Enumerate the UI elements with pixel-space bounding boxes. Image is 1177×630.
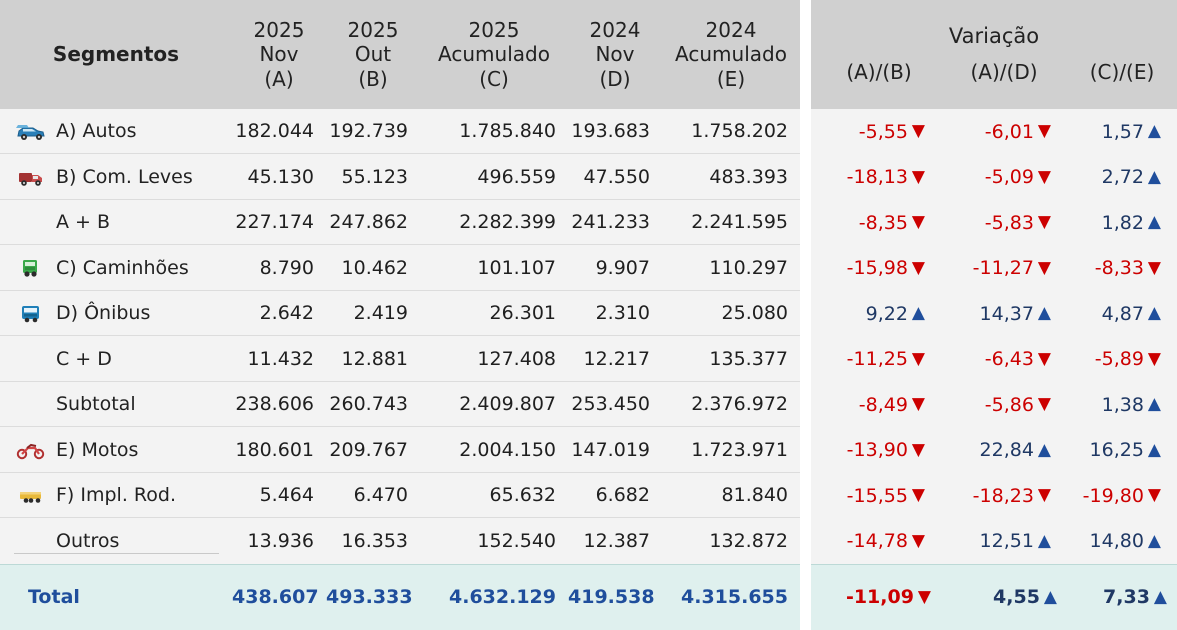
table-row: [0, 200, 800, 246]
cell-value: 8.790: [259, 256, 314, 279]
cell-value: 2.241.595: [691, 211, 788, 234]
variation-text: 1,82: [1101, 211, 1144, 234]
variation-value: [935, 303, 1061, 325]
total-row: [0, 564, 800, 630]
arrow-down-icon: ▼: [1037, 485, 1051, 506]
cell-value: 1.723.971: [691, 438, 788, 461]
cell-value: 12.387: [583, 530, 650, 553]
variation-value: [1061, 348, 1171, 370]
total-value: 4.315.655: [681, 586, 788, 609]
cell-value: 65.632: [489, 484, 556, 507]
variation-text: -11,09: [845, 586, 914, 609]
header-col-2025-out: [326, 0, 420, 109]
variation-body: [811, 109, 1177, 564]
bus-icon: [14, 300, 48, 326]
variation-value: [811, 394, 935, 416]
cell-value: 101.107: [477, 256, 556, 279]
cell-value: 25.080: [721, 302, 788, 325]
variation-text: -6,43: [984, 348, 1034, 371]
variation-title: Variação: [948, 24, 1040, 48]
cell-value: 132.872: [709, 530, 788, 553]
arrow-down-icon: ▼: [911, 348, 925, 369]
variation-row: [811, 154, 1177, 200]
variation-value: [935, 530, 1061, 552]
variation-text: 14,80: [1089, 530, 1144, 553]
variation-value: [935, 439, 1061, 461]
variation-value: [811, 530, 935, 552]
table-row: [0, 427, 800, 473]
variation-text: -5,83: [984, 211, 1034, 234]
header-col-2024-nov: [568, 0, 662, 109]
segment-cell: [0, 209, 232, 235]
variation-row: [811, 291, 1177, 337]
variation-text: -8,35: [858, 211, 908, 234]
header-tag: (E): [716, 66, 746, 91]
trailer-icon: [14, 482, 48, 508]
arrow-up-icon: ▲: [1147, 212, 1161, 233]
variation-row: [811, 245, 1177, 291]
segment-cell: [0, 164, 232, 190]
total-value: 419.538: [568, 586, 655, 609]
arrow-up-icon: ▲: [911, 303, 925, 324]
cell-value: 147.019: [571, 438, 650, 461]
variation-text: -11,25: [846, 348, 908, 371]
variation-value: [1061, 166, 1171, 188]
arrow-down-icon: ▼: [911, 530, 925, 551]
variation-value: [1061, 394, 1171, 416]
variation-row: [811, 382, 1177, 428]
arrow-up-icon: ▲: [1147, 121, 1161, 142]
cell-value: 45.130: [247, 165, 314, 188]
table-header: [0, 0, 800, 109]
table-row: [0, 473, 800, 519]
arrow-down-icon: ▼: [911, 394, 925, 415]
segment-cell: [0, 437, 232, 463]
segment-cell: [0, 482, 232, 508]
variation-value: [935, 394, 1061, 416]
variation-text: 9,22: [865, 302, 908, 325]
total-value: 493.333: [326, 586, 413, 609]
header-month: Nov: [595, 42, 635, 67]
total-value: 438.607: [232, 586, 319, 609]
variation-value: [811, 485, 935, 507]
arrow-up-icon: ▲: [1153, 586, 1167, 607]
arrow-up-icon: ▲: [1147, 394, 1161, 415]
arrow-down-icon: ▼: [911, 121, 925, 142]
segment-label: F) Impl. Rod.: [56, 484, 176, 507]
header-year: 2024: [589, 17, 641, 42]
cell-value: 127.408: [477, 347, 556, 370]
segment-label: B) Com. Leves: [56, 165, 193, 188]
variation-col-ce: (C)/(E): [1089, 60, 1155, 84]
header-col-2025-nov: [232, 0, 326, 109]
cell-value: 2.004.150: [459, 438, 556, 461]
cell-value: 483.393: [709, 165, 788, 188]
cell-value: 247.862: [329, 211, 408, 234]
variation-value: [811, 166, 935, 188]
cell-value: 5.464: [259, 484, 314, 507]
variation-text: 22,84: [979, 439, 1034, 462]
header-month: Acumulado: [438, 42, 550, 67]
segment-cell: [0, 391, 232, 417]
cell-value: 10.462: [341, 256, 408, 279]
variation-value: [1061, 485, 1171, 507]
variation-row: [811, 518, 1177, 564]
arrow-down-icon: ▼: [1147, 485, 1161, 506]
arrow-down-icon: ▼: [1037, 257, 1051, 278]
arrow-down-icon: ▼: [911, 485, 925, 506]
arrow-down-icon: ▼: [1037, 394, 1051, 415]
variation-text: -5,55: [858, 120, 908, 143]
arrow-up-icon: ▲: [1043, 586, 1057, 607]
segment-cell: [0, 528, 232, 554]
variation-total-row: [811, 564, 1177, 630]
cell-value: 1.785.840: [459, 120, 556, 143]
arrow-down-icon: ▼: [911, 166, 925, 187]
header-col-2025-acumulado: [420, 0, 568, 109]
variation-text: 12,51: [979, 530, 1034, 553]
light-truck-icon: [14, 164, 48, 190]
variation-row: [811, 427, 1177, 473]
variation-text: -18,23: [972, 484, 1034, 507]
header-month: Nov: [259, 42, 299, 67]
header-segments-label: Segmentos: [52, 42, 180, 67]
cell-value: 16.353: [341, 530, 408, 553]
variation-text: -14,78: [846, 530, 908, 553]
arrow-down-icon: ▼: [1037, 121, 1051, 142]
car-icon: [14, 118, 48, 144]
segment-label: A) Autos: [56, 120, 137, 143]
table-body: [0, 109, 800, 564]
table-row: [0, 382, 800, 428]
arrow-up-icon: ▲: [1037, 530, 1051, 551]
table-row: [0, 336, 800, 382]
arrow-up-icon: ▲: [1037, 439, 1051, 460]
header-month: Out: [354, 42, 392, 67]
total-value: 4.632.129: [449, 586, 556, 609]
arrow-down-icon: ▼: [911, 257, 925, 278]
variation-row: [811, 336, 1177, 382]
header-tag: (D): [599, 66, 631, 91]
arrow-down-icon: ▼: [911, 439, 925, 460]
panel-divider: [800, 0, 811, 630]
variation-text: -8,33: [1094, 257, 1144, 280]
cell-value: 2.642: [259, 302, 314, 325]
variation-total-value: [1067, 586, 1177, 608]
variation-text: 2,72: [1101, 166, 1144, 189]
variation-text: -13,90: [846, 439, 908, 462]
cell-value: 135.377: [709, 347, 788, 370]
segment-label: C + D: [56, 347, 112, 370]
variation-value: [1061, 439, 1171, 461]
header-year: 2025: [347, 17, 399, 42]
cell-value: 209.767: [329, 438, 408, 461]
cell-value: 6.470: [353, 484, 408, 507]
arrow-up-icon: ▲: [1147, 439, 1161, 460]
arrow-down-icon: ▼: [1037, 166, 1051, 187]
cell-value: 2.419: [353, 302, 408, 325]
table-row: [0, 245, 800, 291]
cell-value: 241.233: [571, 211, 650, 234]
variation-value: [1061, 212, 1171, 234]
variation-text: 14,37: [979, 302, 1034, 325]
variation-value: [811, 257, 935, 279]
cell-value: 182.044: [235, 120, 314, 143]
cell-value: 55.123: [341, 165, 408, 188]
cell-value: 110.297: [709, 256, 788, 279]
variation-text: 4,55: [993, 586, 1040, 609]
variation-text: -5,89: [1094, 348, 1144, 371]
variation-value: [811, 303, 935, 325]
header-year: 2024: [705, 17, 757, 42]
cell-value: 12.881: [341, 347, 408, 370]
variation-text: -5,86: [984, 393, 1034, 416]
variation-col-ab: (A)/(B): [846, 60, 912, 84]
total-label: Total: [28, 586, 80, 609]
variation-value: [1061, 303, 1171, 325]
variation-value: [935, 212, 1061, 234]
header-tag: (B): [358, 66, 388, 91]
cell-value: 26.301: [489, 302, 556, 325]
variation-text: -11,27: [972, 257, 1034, 280]
variation-value: [811, 212, 935, 234]
header-year: 2025: [468, 17, 520, 42]
variation-value: [935, 485, 1061, 507]
segment-label: C) Caminhões: [56, 256, 189, 279]
variation-text: -18,13: [846, 166, 908, 189]
arrow-up-icon: ▲: [1147, 530, 1161, 551]
variation-row: [811, 473, 1177, 519]
segment-cell: [0, 300, 232, 326]
header-tag: (A): [264, 66, 294, 91]
variation-value: [935, 257, 1061, 279]
variation-value: [935, 348, 1061, 370]
cell-value: 496.559: [477, 165, 556, 188]
variation-value: [1061, 121, 1171, 143]
arrow-down-icon: ▼: [1147, 257, 1161, 278]
segment-label: A + B: [56, 211, 111, 234]
arrow-down-icon: ▼: [911, 212, 925, 233]
table-row: [0, 154, 800, 200]
variation-total-value: [817, 586, 941, 608]
segment-label: Subtotal: [56, 393, 136, 416]
cell-value: 2.282.399: [459, 211, 556, 234]
variation-subheaders: [811, 60, 1177, 84]
cell-value: 81.840: [721, 484, 788, 507]
header-tag: (C): [479, 66, 509, 91]
cell-value: 12.217: [583, 347, 650, 370]
variation-value: [935, 166, 1061, 188]
cell-value: 180.601: [235, 438, 314, 461]
variation-text: 1,57: [1101, 120, 1144, 143]
cell-value: 13.936: [247, 530, 314, 553]
cell-value: 9.907: [595, 256, 650, 279]
arrow-down-icon: ▼: [917, 586, 931, 607]
header-month: Acumulado: [675, 42, 787, 67]
cell-value: 6.682: [595, 484, 650, 507]
cell-value: 11.432: [247, 347, 314, 370]
segment-label: Outros: [56, 530, 120, 553]
segment-cell: [0, 346, 232, 372]
variation-text: -8,49: [858, 393, 908, 416]
motorcycle-icon: [14, 437, 48, 463]
variation-text: -15,55: [846, 484, 908, 507]
table-row: [0, 291, 800, 337]
variation-text: -6,01: [984, 120, 1034, 143]
header-col-2024-acumulado: [662, 0, 800, 109]
cell-value: 2.376.972: [691, 393, 788, 416]
cell-value: 2.310: [595, 302, 650, 325]
table-row: [0, 109, 800, 155]
arrow-up-icon: ▲: [1147, 166, 1161, 187]
arrow-down-icon: ▼: [1147, 348, 1161, 369]
variation-value: [811, 121, 935, 143]
variation-row: [811, 109, 1177, 155]
variation-col-ad: (A)/(D): [970, 60, 1038, 84]
variation-total-value: [941, 586, 1067, 608]
variation-text: 4,87: [1101, 302, 1144, 325]
variation-text: -15,98: [846, 257, 908, 280]
variation-header: [811, 0, 1177, 109]
cell-value: 152.540: [477, 530, 556, 553]
arrow-down-icon: ▼: [1037, 348, 1051, 369]
table-row: [0, 518, 800, 564]
cell-value: 227.174: [235, 211, 314, 234]
variation-text: -19,80: [1082, 484, 1144, 507]
variation-text: -5,09: [984, 166, 1034, 189]
cell-value: 193.683: [571, 120, 650, 143]
segment-label: D) Ônibus: [56, 302, 151, 325]
variation-text: 7,33: [1103, 586, 1150, 609]
cell-value: 238.606: [235, 393, 314, 416]
variation-value: [811, 348, 935, 370]
variation-value: [1061, 530, 1171, 552]
cell-value: 47.550: [583, 165, 650, 188]
segment-cell: [0, 118, 232, 144]
cell-value: 253.450: [571, 393, 650, 416]
segment-cell: [0, 255, 232, 281]
cell-value: 260.743: [329, 393, 408, 416]
variation-panel: [811, 0, 1177, 630]
arrow-up-icon: ▲: [1147, 303, 1161, 324]
segment-label: E) Motos: [56, 438, 139, 461]
variation-text: 1,38: [1101, 393, 1144, 416]
header-segments: [0, 0, 232, 109]
variation-value: [1061, 257, 1171, 279]
header-year: 2025: [253, 17, 305, 42]
arrow-up-icon: ▲: [1037, 303, 1051, 324]
cell-value: 2.409.807: [459, 393, 556, 416]
variation-value: [811, 439, 935, 461]
variation-row: [811, 200, 1177, 246]
cell-value: 192.739: [329, 120, 408, 143]
cell-value: 1.758.202: [691, 120, 788, 143]
truck-icon: [14, 255, 48, 281]
variation-value: [935, 121, 1061, 143]
arrow-down-icon: ▼: [1037, 212, 1051, 233]
variation-text: 16,25: [1089, 439, 1144, 462]
